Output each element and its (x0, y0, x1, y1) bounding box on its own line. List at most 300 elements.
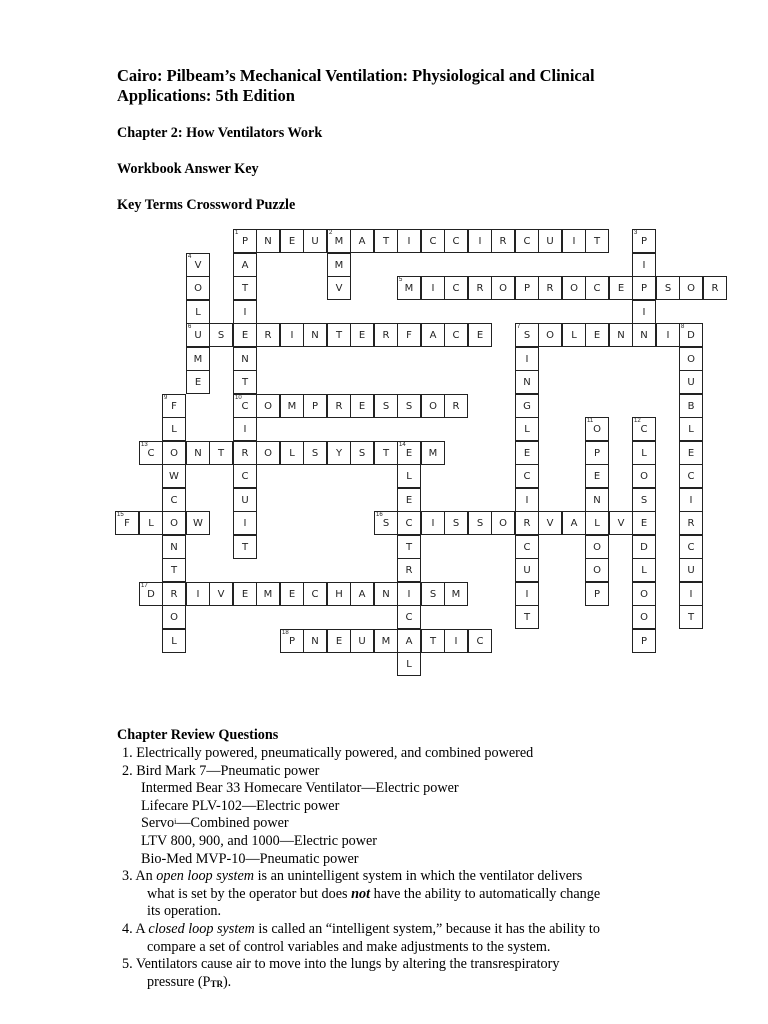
crossword-cell (233, 347, 257, 371)
cell-letter: L (406, 470, 412, 482)
answer-2-line: Lifecare PLV-102—Electric power (141, 797, 340, 814)
cell-letter: G (523, 400, 531, 412)
crossword-cell (233, 300, 257, 324)
cell-letter: M (404, 282, 414, 294)
cell-letter: F (171, 400, 177, 412)
crossword-cell (397, 229, 421, 253)
crossword-cell (327, 276, 351, 300)
crossword-cell (397, 652, 421, 676)
crossword-cell (186, 276, 210, 300)
crossword-cell (444, 511, 468, 535)
crossword-cell (209, 441, 233, 465)
crossword-cell (562, 276, 586, 300)
cell-letter: P (241, 235, 249, 247)
answer-2-line: Intermed Bear 33 Homecare Ventilator—Electric power (141, 780, 459, 797)
title-line-2: Applications: 5th Edition (117, 86, 295, 105)
review-heading: Chapter Review Questions (117, 727, 279, 743)
crossword-cell (515, 276, 539, 300)
cell-letter: A (405, 635, 413, 647)
cell-letter: E (358, 329, 366, 341)
cell-letter: U (241, 494, 249, 506)
cell-letter: O (640, 588, 648, 600)
cell-letter: C (523, 235, 531, 247)
cell-letter: V (335, 282, 343, 294)
crossword-cell (233, 582, 257, 606)
cell-letter: M (334, 235, 344, 247)
cell-letter: O (499, 282, 507, 294)
crossword-cell (233, 535, 257, 559)
crossword-cell (421, 629, 445, 653)
crossword-cell (444, 582, 468, 606)
cell-letter: M (287, 400, 297, 412)
cell-letter: E (405, 494, 413, 506)
cell-letter: E (593, 329, 601, 341)
crossword-cell (374, 511, 398, 535)
crossword-cell (585, 511, 609, 535)
crossword-cell (162, 417, 186, 441)
cell-letter: N (311, 329, 319, 341)
cell-letter: D (147, 588, 155, 600)
cell-letter: E (593, 470, 601, 482)
crossword-cell (233, 464, 257, 488)
crossword-cell (397, 488, 421, 512)
crossword-cell (139, 441, 163, 465)
cell-letter: N (241, 353, 249, 365)
cell-letter: R (335, 400, 343, 412)
crossword-cell (515, 323, 539, 347)
cell-letter: O (640, 470, 648, 482)
cell-letter: O (570, 282, 578, 294)
clue-number: 3 (634, 230, 638, 236)
clue-number: 10 (235, 395, 242, 401)
clue-number: 1 (235, 230, 239, 236)
cell-letter: R (499, 235, 507, 247)
cell-letter: C (687, 470, 695, 482)
crossword-cell (538, 229, 562, 253)
crossword-cell (350, 323, 374, 347)
crossword-cell (515, 394, 539, 418)
cell-letter: O (593, 423, 601, 435)
cell-letter: C (311, 588, 319, 600)
crossword-cell (444, 276, 468, 300)
crossword-cell (280, 629, 304, 653)
cell-letter: O (170, 447, 178, 459)
cell-letter: S (664, 282, 672, 294)
crossword-cell (233, 229, 257, 253)
crossword-cell (327, 229, 351, 253)
crossword-cell (421, 276, 445, 300)
crossword-cell (162, 394, 186, 418)
crossword-cell (256, 323, 280, 347)
cell-letter: I (642, 259, 646, 271)
crossword-cell (585, 229, 609, 253)
crossword-cell (421, 323, 445, 347)
cell-letter: R (264, 329, 272, 341)
crossword-cell (303, 394, 327, 418)
cell-letter: V (617, 517, 625, 529)
cell-letter: W (169, 470, 179, 482)
cell-letter: E (194, 376, 202, 388)
answer-3-cont: what is set by the operator but does not have the ability to automatically change (147, 885, 601, 902)
crossword-cell (585, 276, 609, 300)
cell-letter: H (335, 588, 343, 600)
crossword-cell (585, 535, 609, 559)
cell-letter: T (523, 611, 531, 623)
cell-letter: S (382, 400, 390, 412)
cell-letter: T (241, 541, 249, 553)
cell-letter: N (264, 235, 272, 247)
cell-letter: S (429, 588, 437, 600)
crossword-cell (679, 370, 703, 394)
cell-letter: D (640, 541, 648, 553)
crossword-cell (679, 511, 703, 535)
cell-letter: O (640, 611, 648, 623)
cell-letter: R (523, 517, 531, 529)
cell-letter: L (641, 447, 647, 459)
title-line-1: Cairo: Pilbeam’s Mechanical Ventilation: Physiological and Clinical (117, 66, 595, 85)
crossword-cell (679, 417, 703, 441)
crossword-cell (444, 229, 468, 253)
cell-letter: R (405, 564, 413, 576)
answer-2-line: LTV 800, 900, and 1000—Electric power (141, 832, 378, 849)
cell-letter: R (546, 282, 554, 294)
cell-letter: T (405, 541, 413, 553)
cell-letter: N (617, 329, 625, 341)
clue-number: 12 (634, 418, 641, 424)
crossword-cell (397, 558, 421, 582)
clue-number: 11 (587, 418, 594, 424)
cell-letter: I (689, 588, 693, 600)
crossword-cell (444, 394, 468, 418)
crossword-cell (186, 347, 210, 371)
cell-letter: A (358, 235, 366, 247)
clue-number: 5 (399, 277, 403, 283)
cell-letter: T (217, 447, 225, 459)
crossword-cell (374, 582, 398, 606)
cell-letter: U (194, 329, 202, 341)
crossword-cell (256, 229, 280, 253)
cell-letter: C (452, 235, 460, 247)
cell-letter: I (243, 423, 247, 435)
cell-letter: C (147, 447, 155, 459)
crossword-cell (609, 323, 633, 347)
cell-letter: S (358, 447, 366, 459)
cell-letter: I (689, 494, 693, 506)
crossword-cell (233, 394, 257, 418)
crossword-cell (139, 582, 163, 606)
clue-number: 2 (329, 230, 333, 236)
cell-letter: O (499, 517, 507, 529)
answer-2-line: 2. Bird Mark 7—Pneumatic power (122, 762, 320, 779)
cell-letter: E (241, 588, 249, 600)
crossword-cell (186, 300, 210, 324)
cell-letter: P (593, 447, 601, 459)
crossword-cell (679, 605, 703, 629)
crossword-cell (468, 511, 492, 535)
cell-letter: P (311, 400, 319, 412)
cell-letter: I (431, 517, 435, 529)
crossword-cell (303, 629, 327, 653)
cell-letter: E (405, 447, 413, 459)
answer-5-cont: pressure (PTR). (147, 973, 232, 990)
crossword-cell (186, 253, 210, 277)
cell-letter: F (406, 329, 412, 341)
crossword-cell (327, 394, 351, 418)
cell-letter: E (523, 447, 531, 459)
crossword-cell (585, 558, 609, 582)
cell-letter: E (335, 635, 343, 647)
crossword-cell (421, 229, 445, 253)
crossword-cell (162, 464, 186, 488)
cell-letter: S (640, 494, 648, 506)
crossword-cell (679, 441, 703, 465)
crossword-cell (632, 629, 656, 653)
answer-3-cont: its operation. (147, 903, 222, 920)
cell-letter: O (170, 517, 178, 529)
crossword-cell (374, 394, 398, 418)
crossword-cell (256, 441, 280, 465)
crossword-cell (115, 511, 139, 535)
crossword-cell (186, 582, 210, 606)
crossword-cell (515, 488, 539, 512)
cell-letter: C (640, 423, 648, 435)
crossword-cell (562, 511, 586, 535)
crossword-cell (538, 323, 562, 347)
crossword-cell (632, 300, 656, 324)
cell-letter: F (124, 517, 130, 529)
crossword-cell (632, 276, 656, 300)
crossword-cell (327, 582, 351, 606)
crossword-cell (256, 394, 280, 418)
cell-letter: C (593, 282, 601, 294)
cell-letter: M (381, 635, 391, 647)
cell-letter: S (405, 400, 413, 412)
cell-letter: C (170, 494, 178, 506)
answer-4-cont: compare a set of control variables and make adjustments to the system. (147, 938, 551, 955)
clue-number: 18 (282, 630, 289, 636)
crossword-cell (703, 276, 727, 300)
crossword-cell (515, 370, 539, 394)
crossword-cell (585, 323, 609, 347)
crossword-cell (233, 276, 257, 300)
cell-letter: N (523, 376, 531, 388)
cell-letter: P (640, 235, 648, 247)
cell-letter: W (193, 517, 203, 529)
cell-letter: S (217, 329, 225, 341)
crossword-cell (303, 229, 327, 253)
crossword-cell (139, 511, 163, 535)
cell-letter: C (523, 541, 531, 553)
cell-letter: I (454, 635, 458, 647)
crossword-cell (280, 582, 304, 606)
crossword-cell (374, 323, 398, 347)
cell-letter: C (476, 635, 484, 647)
cell-letter: E (617, 282, 625, 294)
cell-letter: E (358, 400, 366, 412)
cell-letter: N (640, 329, 648, 341)
crossword-cell (515, 347, 539, 371)
crossword-cell (679, 394, 703, 418)
cell-letter: I (642, 306, 646, 318)
cell-letter: P (288, 635, 296, 647)
crossword-cell (585, 417, 609, 441)
crossword-cell (515, 229, 539, 253)
crossword-cell (186, 323, 210, 347)
cell-letter: P (593, 588, 601, 600)
crossword-cell (162, 582, 186, 606)
cell-letter: O (593, 564, 601, 576)
cell-letter: C (687, 541, 695, 553)
crossword-cell (397, 323, 421, 347)
crossword-cell (679, 464, 703, 488)
crossword-cell (679, 323, 703, 347)
cell-letter: N (382, 588, 390, 600)
cell-letter: O (687, 282, 695, 294)
review-answers (117, 745, 677, 991)
cell-letter: U (687, 376, 695, 388)
crossword-cell (632, 323, 656, 347)
cell-letter: O (546, 329, 554, 341)
cell-letter: N (311, 635, 319, 647)
cell-letter: O (194, 282, 202, 294)
cell-letter: P (523, 282, 531, 294)
clue-number: 9 (164, 395, 168, 401)
cell-letter: L (524, 423, 530, 435)
crossword-cell (397, 582, 421, 606)
answer-5: 5. Ventilators cause air to move into the lungs by altering the transrespiratory (122, 956, 560, 973)
crossword-cell (585, 464, 609, 488)
cell-letter: E (288, 235, 296, 247)
clue-number: 17 (141, 583, 148, 589)
crossword-cell (327, 323, 351, 347)
crossword-cell (632, 511, 656, 535)
crossword-cell (679, 558, 703, 582)
crossword-cell (632, 253, 656, 277)
cell-letter: C (452, 282, 460, 294)
crossword-cell (350, 629, 374, 653)
cell-letter: I (666, 329, 670, 341)
cell-letter: I (525, 353, 529, 365)
cell-letter: I (243, 517, 247, 529)
clue-number: 13 (141, 442, 148, 448)
crossword-cell (256, 582, 280, 606)
crossword-cell (421, 394, 445, 418)
cell-letter: I (572, 235, 576, 247)
crossword-cell (444, 323, 468, 347)
cell-letter: V (217, 588, 225, 600)
puzzle-heading: Key Terms Crossword Puzzle (117, 197, 296, 213)
cell-letter: O (264, 447, 272, 459)
crossword-cell (233, 488, 257, 512)
crossword-cell (515, 441, 539, 465)
crossword-cell (444, 629, 468, 653)
crossword-cell (679, 582, 703, 606)
crossword-cell (233, 370, 257, 394)
cell-letter: O (429, 400, 437, 412)
answer-2-line: Bio-Med MVP-10—Pneumatic power (141, 850, 359, 867)
cell-letter: M (193, 353, 203, 365)
crossword-cell (280, 441, 304, 465)
cell-letter: L (171, 635, 177, 647)
crossword-cell (162, 488, 186, 512)
cell-letter: R (170, 588, 178, 600)
cell-letter: S (382, 517, 390, 529)
crossword-cell (679, 488, 703, 512)
crossword-cell (585, 582, 609, 606)
crossword-cell (397, 605, 421, 629)
crossword-cell (609, 511, 633, 535)
crossword-cell (538, 511, 562, 535)
crossword-cell (327, 629, 351, 653)
crossword-cell (491, 229, 515, 253)
crossword-cell (162, 511, 186, 535)
clue-number: 8 (681, 324, 685, 330)
crossword-cell (562, 229, 586, 253)
cell-letter: N (593, 494, 601, 506)
crossword-cell (233, 253, 257, 277)
cell-letter: T (429, 635, 437, 647)
crossword-cell (327, 253, 351, 277)
crossword-cell (233, 441, 257, 465)
cell-letter: R (711, 282, 719, 294)
cell-letter: O (264, 400, 272, 412)
cell-letter: T (241, 376, 249, 388)
cell-letter: E (288, 588, 296, 600)
cell-letter: T (382, 447, 390, 459)
cell-letter: A (429, 329, 437, 341)
cell-letter: A (570, 517, 578, 529)
cell-letter: R (687, 517, 695, 529)
crossword-cell (162, 558, 186, 582)
crossword-cell (374, 441, 398, 465)
crossword-cell (585, 488, 609, 512)
crossword-cell (632, 605, 656, 629)
crossword-cell (233, 511, 257, 535)
clue-number: 7 (517, 324, 521, 330)
cell-letter: T (241, 282, 249, 294)
cell-letter: T (170, 564, 178, 576)
cell-letter: R (476, 282, 484, 294)
cell-letter: I (478, 235, 482, 247)
cell-letter: E (241, 329, 249, 341)
crossword-cell (397, 276, 421, 300)
crossword-cell (562, 323, 586, 347)
cell-letter: T (335, 329, 343, 341)
crossword-cell (515, 535, 539, 559)
crossword-cell (280, 394, 304, 418)
cell-letter: O (687, 353, 695, 365)
cell-letter: L (289, 447, 295, 459)
crossword-cell (327, 441, 351, 465)
crossword-cell (350, 582, 374, 606)
cell-letter: C (405, 517, 413, 529)
crossword-cell (515, 417, 539, 441)
cell-letter: I (525, 588, 529, 600)
crossword-cell (515, 511, 539, 535)
chapter-heading: Chapter 2: How Ventilators Work (117, 125, 323, 141)
cell-letter: T (382, 235, 390, 247)
cell-letter: C (241, 400, 249, 412)
cell-letter: O (170, 611, 178, 623)
cell-letter: I (525, 494, 529, 506)
crossword-cell (609, 276, 633, 300)
crossword-cell (303, 323, 327, 347)
cell-letter: R (382, 329, 390, 341)
cell-letter: L (195, 306, 201, 318)
clue-number: 4 (188, 254, 192, 260)
crossword-cell (585, 441, 609, 465)
crossword-cell (374, 629, 398, 653)
